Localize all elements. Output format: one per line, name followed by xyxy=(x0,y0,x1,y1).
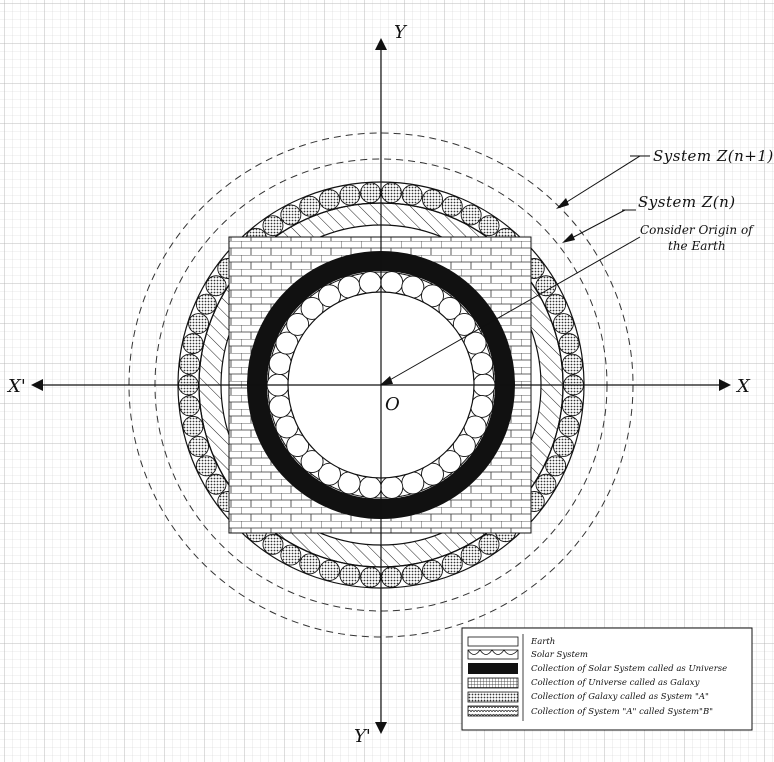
system-b-circle xyxy=(442,196,462,216)
legend-label-system-a: Collection of Galaxy called as System "A" xyxy=(531,692,709,702)
system-b-circle xyxy=(381,567,401,587)
system-b-circle xyxy=(300,554,320,574)
system-b-circle xyxy=(442,554,462,574)
origin-note-line2: the Earth xyxy=(668,239,726,253)
y-neg-axis-label: Y' xyxy=(354,726,371,747)
legend-label-universe: Collection of Solar System called as Universe xyxy=(531,664,728,674)
system-b-circle xyxy=(196,294,216,314)
legend xyxy=(462,628,752,730)
system-b-circle xyxy=(183,416,203,436)
system-b-circle xyxy=(340,565,360,585)
system-b-circle xyxy=(461,205,481,225)
system-b-circle xyxy=(180,396,200,416)
solar-system-circle xyxy=(359,476,381,498)
legend-item-system-b xyxy=(468,706,713,717)
system-b-circle xyxy=(189,314,209,334)
system-b-circle xyxy=(546,294,566,314)
legend-label-system-b: Collection of System "A" called System"B" xyxy=(531,707,714,717)
legend-item-universe xyxy=(468,663,727,674)
system-b-circle xyxy=(562,354,582,374)
solar-system-circle xyxy=(359,272,381,294)
system-b-circle xyxy=(479,534,499,554)
system-b-circle xyxy=(402,565,422,585)
origin-note-line1: Consider Origin of xyxy=(640,223,753,237)
system-b-circle xyxy=(361,567,381,587)
solar-system-circle xyxy=(269,395,291,417)
system-b-circle xyxy=(559,334,579,354)
legend-label-solar: Solar System xyxy=(531,650,588,660)
y-axis-label: Y xyxy=(394,22,406,43)
system-b-circle xyxy=(536,474,556,494)
system-b-circle xyxy=(361,183,381,203)
system-b-circle xyxy=(340,185,360,205)
legend-item-galaxy xyxy=(468,678,700,688)
legend-item-system-a xyxy=(468,692,709,702)
system-b-circle xyxy=(189,436,209,456)
system-b-circle xyxy=(559,416,579,436)
system-b-circle xyxy=(423,190,443,210)
system-b-circle xyxy=(402,185,422,205)
system-b-circle xyxy=(553,436,573,456)
legend-item-earth xyxy=(468,637,555,647)
origin-label: O xyxy=(385,394,400,415)
system-b-circle xyxy=(562,396,582,416)
legend-swatch-system-b xyxy=(468,706,518,716)
legend-label-galaxy: Collection of Universe called as Galaxy xyxy=(531,678,700,688)
system-b-circle xyxy=(320,190,340,210)
system-b-circle xyxy=(263,216,283,236)
system-b-circle xyxy=(281,205,301,225)
solar-system-circle xyxy=(471,353,493,375)
system-b-circle xyxy=(381,183,401,203)
legend-label-earth: Earth xyxy=(531,637,556,647)
system-b-circle xyxy=(553,314,573,334)
system-b-circle xyxy=(461,545,481,565)
system-b-circle xyxy=(479,216,499,236)
system-b-circle xyxy=(423,560,443,580)
legend-swatch-system-a xyxy=(468,692,518,702)
solar-system-circle xyxy=(381,476,403,498)
system-b-circle xyxy=(320,560,340,580)
system-b-circle xyxy=(196,456,216,476)
legend-swatch-galaxy xyxy=(468,678,518,688)
system-b-circle xyxy=(536,276,556,296)
system-b-circle xyxy=(263,534,283,554)
solar-system-circle xyxy=(381,272,403,294)
solar-system-circle xyxy=(471,395,493,417)
x-axis-label: X xyxy=(737,376,750,397)
system-b-circle xyxy=(206,474,226,494)
x-neg-axis-label: X' xyxy=(8,376,26,397)
legend-swatch-universe xyxy=(468,663,518,674)
system-b-circle xyxy=(546,456,566,476)
system-b-circle xyxy=(180,354,200,374)
legend-swatch-earth xyxy=(468,637,518,646)
system-b-circle xyxy=(300,196,320,216)
system-b-circle xyxy=(183,334,203,354)
system-z-n1-label: System Z(n+1) xyxy=(653,147,774,165)
solar-system-circle xyxy=(269,353,291,375)
system-z-n-label: System Z(n) xyxy=(638,193,736,211)
system-b-circle xyxy=(281,545,301,565)
system-b-circle xyxy=(206,276,226,296)
